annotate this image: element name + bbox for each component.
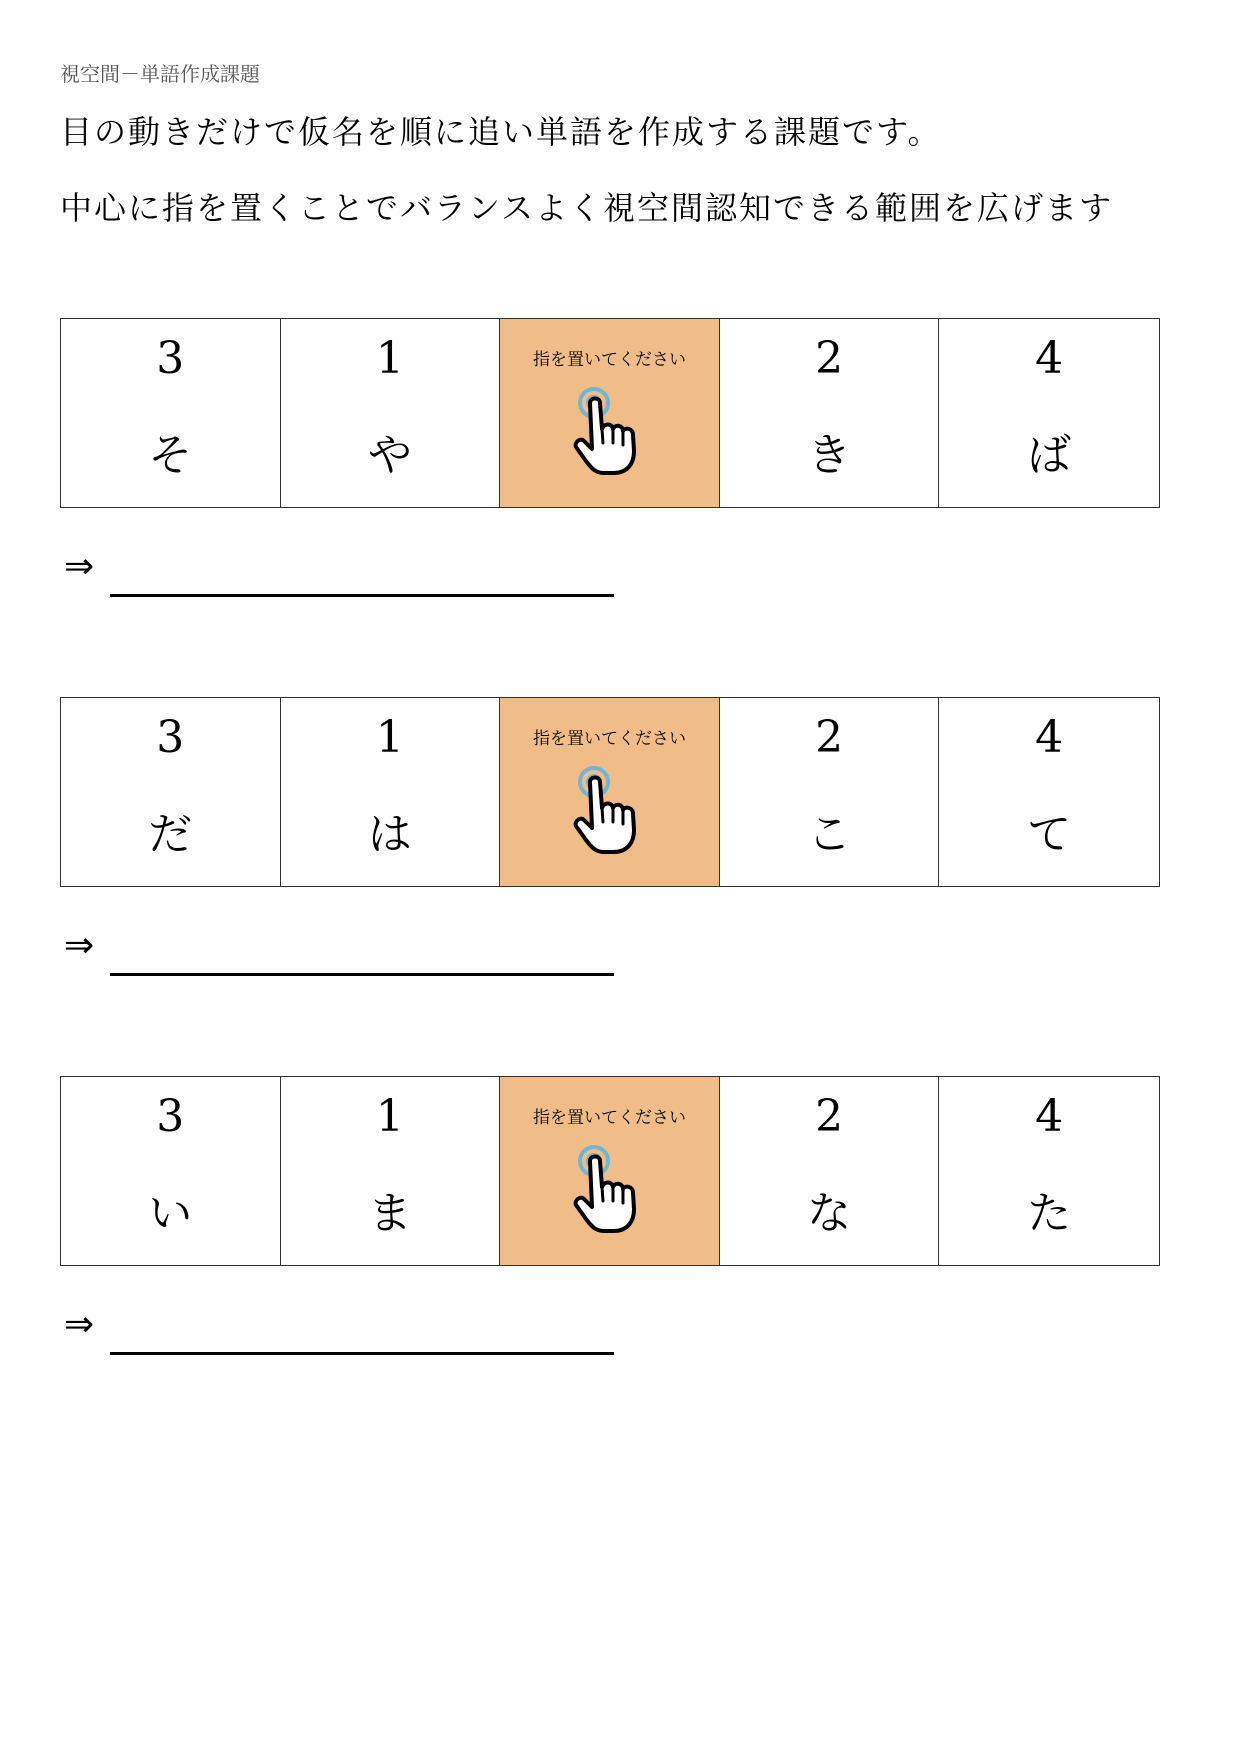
card-kana: こ bbox=[807, 809, 852, 860]
answer-blank[interactable] bbox=[110, 1352, 614, 1355]
card-number: 1 bbox=[375, 333, 404, 384]
answer-row bbox=[60, 887, 1160, 987]
card-number: 2 bbox=[815, 333, 844, 384]
kana-card bbox=[939, 319, 1159, 507]
answer-row bbox=[60, 1266, 1160, 1366]
finger-placement-card[interactable] bbox=[500, 698, 720, 886]
card-kana: ま bbox=[367, 1188, 412, 1239]
finger-placement-label: 指を置いてください bbox=[532, 1108, 686, 1128]
card-number: 1 bbox=[375, 712, 404, 763]
card-number: 3 bbox=[156, 712, 185, 763]
card-kana: そ bbox=[148, 430, 193, 481]
pointing-hand-icon bbox=[572, 764, 652, 856]
card-kana: た bbox=[1027, 1188, 1072, 1239]
card-kana: い bbox=[148, 1188, 193, 1239]
card-number: 2 bbox=[815, 712, 844, 763]
instruction-line-1: 目の動きだけで仮名を順に追い単語を作成する課題です。 bbox=[60, 113, 942, 151]
answer-blank[interactable] bbox=[110, 973, 614, 976]
page-header-label: 視空間－単語作成課題 bbox=[60, 62, 260, 86]
card-kana: て bbox=[1027, 809, 1072, 860]
finger-placement-label: 指を置いてください bbox=[532, 729, 686, 749]
arrow-icon: ⇒ bbox=[64, 1304, 95, 1345]
finger-placement-card[interactable] bbox=[500, 1077, 720, 1265]
pointing-hand-icon bbox=[572, 385, 652, 477]
card-number: 4 bbox=[1035, 712, 1064, 763]
task-2 bbox=[60, 697, 1160, 987]
card-number: 1 bbox=[375, 1091, 404, 1142]
card-kana: き bbox=[807, 430, 852, 481]
task-1 bbox=[60, 318, 1160, 608]
kana-card bbox=[939, 1077, 1159, 1265]
card-kana: ば bbox=[1027, 430, 1072, 481]
card-kana: な bbox=[807, 1188, 852, 1239]
kana-card bbox=[720, 1077, 940, 1265]
card-row bbox=[60, 697, 1160, 887]
card-number: 4 bbox=[1035, 333, 1064, 384]
finger-placement-card[interactable] bbox=[500, 319, 720, 507]
kana-card bbox=[720, 698, 940, 886]
instruction-line-2: 中心に指を置くことでバランスよく視空間認知できる範囲を広げます bbox=[60, 189, 1114, 227]
kana-card bbox=[281, 319, 501, 507]
card-kana: は bbox=[367, 809, 412, 860]
kana-card bbox=[281, 698, 501, 886]
kana-card bbox=[61, 319, 281, 507]
kana-card bbox=[720, 319, 940, 507]
card-kana: だ bbox=[148, 809, 193, 860]
task-3 bbox=[60, 1076, 1160, 1366]
kana-card bbox=[61, 698, 281, 886]
card-number: 3 bbox=[156, 333, 185, 384]
finger-placement-label: 指を置いてください bbox=[532, 350, 686, 370]
answer-row bbox=[60, 508, 1160, 608]
kana-card bbox=[939, 698, 1159, 886]
pointing-hand-icon bbox=[572, 1143, 652, 1235]
kana-card bbox=[61, 1077, 281, 1265]
card-row bbox=[60, 318, 1160, 508]
kana-card bbox=[281, 1077, 501, 1265]
card-kana: や bbox=[367, 430, 412, 481]
card-number: 4 bbox=[1035, 1091, 1064, 1142]
answer-blank[interactable] bbox=[110, 594, 614, 597]
arrow-icon: ⇒ bbox=[64, 546, 95, 587]
card-row bbox=[60, 1076, 1160, 1266]
arrow-icon: ⇒ bbox=[64, 925, 95, 966]
card-number: 3 bbox=[156, 1091, 185, 1142]
card-number: 2 bbox=[815, 1091, 844, 1142]
